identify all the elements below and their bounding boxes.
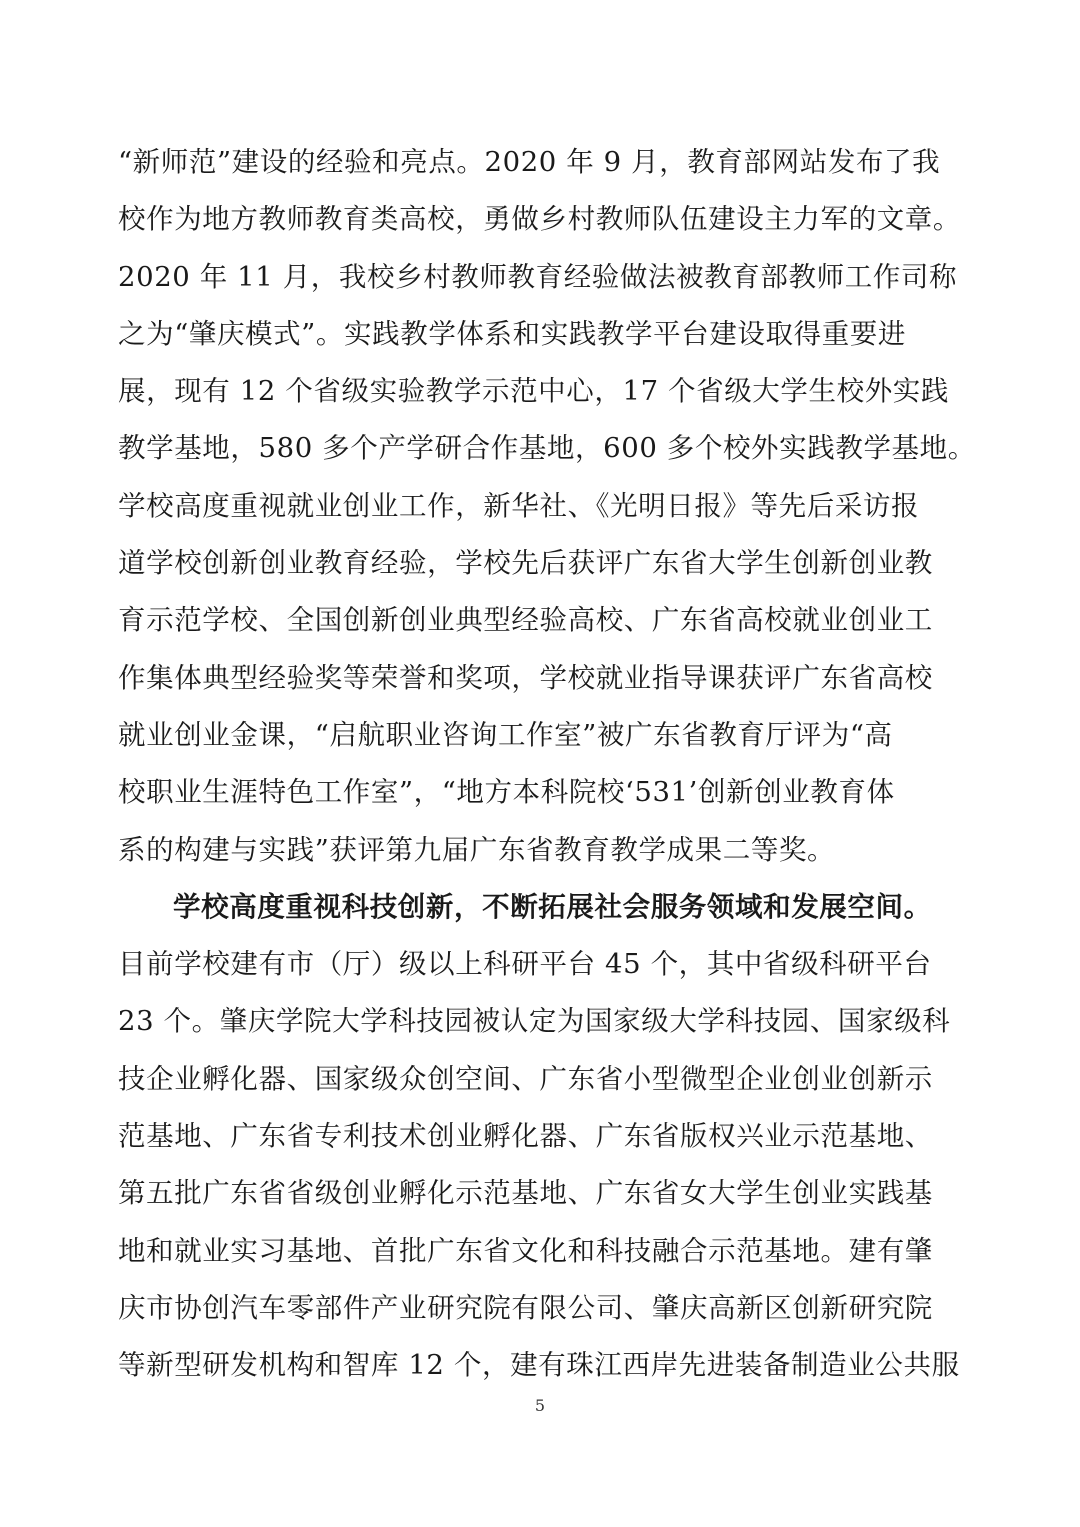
text-line: 范基地、广东省专利技术创业孵化器、广东省版权兴业示范基地、 [118,1120,933,1153]
text-line: 系的构建与实践”获评第九届广东省教育教学成果二等奖。 [118,833,836,866]
text-line: 就业创业金课，“启航职业咨询工作室”被广东省教育厅评为“高 [118,718,893,751]
page-number: 5 [534,1396,546,1415]
text-line: 等新型研发机构和智库 12 个，建有珠江西岸先进装备制造业公共服 [118,1349,960,1382]
text-line: 第五批广东省省级创业孵化示范基地、广东省女大学生创业实践基 [118,1177,933,1210]
text-line: 庆市协创汽车零部件产业研究院有限公司、肇庆高新区创新研究院 [118,1291,933,1324]
paragraph-heading: 学校高度重视科技创新，不断拓展社会服务领域和发展空间。 [173,890,932,923]
text-line: 地和就业实习基地、首批广东省文化和科技融合示范基地。建有肇 [118,1234,933,1267]
paragraph-1 [118,134,976,879]
body-text [118,134,976,1395]
text-line: 作集体典型经验奖等荣誉和奖项，学校就业指导课获评广东省高校 [118,661,933,694]
text-line: 23 个。肇庆学院大学科技园被认定为国家级大学科技园、国家级科 [118,1005,951,1038]
text-line: 2020 年 11 月，我校乡村教师教育经验做法被教育部教师工作司称 [118,260,958,293]
text-line: 展，现有 12 个省级实验教学示范中心，17 个省级大学生校外实践 [118,375,950,408]
text-line: 之为“肇庆模式”。实践教学体系和实践教学平台建设取得重要进 [118,317,907,350]
text-line: 教学基地，580 多个产学研合作基地，600 多个校外实践教学基地。 [118,432,976,465]
text-line: 校作为地方教师教育类高校，勇做乡村教师队伍建设主力军的文章。 [118,203,961,236]
text-line: 校职业生涯特色工作室”，“地方本科院校‘531’创新创业教育体 [118,776,895,809]
text-line: 育示范学校、全国创新创业典型经验高校、广东省高校就业创业工 [118,604,933,637]
text-line: 技企业孵化器、国家级众创空间、广东省小型微型企业创业创新示 [118,1062,933,1095]
text-line: “新师范”建设的经验和亮点。2020 年 9 月，教育部网站发布了我 [118,146,941,178]
paragraph-2 [118,879,968,1395]
text-line: 目前学校建有市（厅）级以上科研平台 45 个，其中省级科研平台 [118,948,932,981]
text-line: 学校高度重视就业创业工作，新华社、《光明日报》等先后采访报 [118,489,920,522]
text-line: 道学校创新创业教育经验，学校先后获评广东省大学生创新创业教 [118,547,933,580]
